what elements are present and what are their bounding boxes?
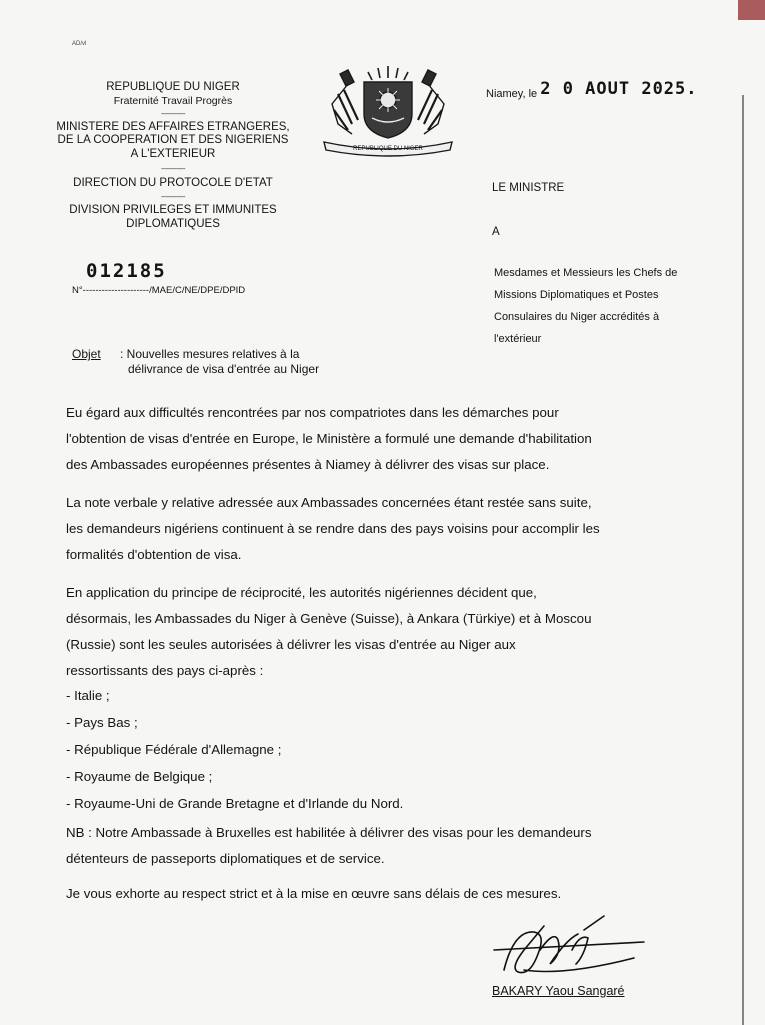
paragraph-line: formalités d'obtention de visa. <box>66 547 242 562</box>
addressee-line: Mesdames et Messieurs les Chefs de <box>494 267 678 279</box>
division-line-1: DIVISION PRIVILEGES ET IMMUNITES <box>69 204 277 216</box>
reference-number: 012185 <box>86 260 167 282</box>
country-list-item: - Pays Bas ; <box>66 715 138 730</box>
ministry-line-1: MINISTERE DES AFFAIRES ETRANGERES, <box>56 121 290 133</box>
paragraph-line: En application du principe de réciprocité, les autorités nigériennes décident que, <box>66 585 537 600</box>
handwritten-signature <box>484 910 654 990</box>
addressee-line: l'extérieur <box>494 333 542 345</box>
signatory-name: BAKARY Yaou Sangaré <box>492 984 625 998</box>
subject-line-1: : Nouvelles mesures relatives à la <box>120 347 300 361</box>
handwritten-date: 2 0 AOUT 2025. <box>540 79 698 99</box>
scan-edge-line <box>742 95 744 1025</box>
paragraph-line: les demandeurs nigériens continuent à se rendre dans des pays voisins pour accomplir les <box>66 521 600 536</box>
subject-line-2: délivrance de visa d'entrée au Niger <box>128 362 320 376</box>
country-list-item: - République Fédérale d'Allemagne ; <box>66 742 282 757</box>
paragraph-3 <box>66 580 702 684</box>
separator: ------------- <box>161 166 185 173</box>
paragraph-line: l'obtention de visas d'entrée en Europe, le Ministère a formulé une demande d'habilitation <box>66 431 592 446</box>
reference-line: N°---------------------/MAE/C/NE/DPE/DPID <box>72 285 246 296</box>
paragraph-line: NB : Notre Ambassade à Bruxelles est habilitée à délivrer des visas pour les demandeurs <box>66 825 592 840</box>
paragraph-line: des Ambassades européennes présentes à Niamey à délivrer des visas sur place. <box>66 457 550 472</box>
country-list-item: - Royaume de Belgique ; <box>66 769 213 784</box>
separator: ------------- <box>161 111 185 118</box>
subject-label-text: Objet <box>72 347 101 361</box>
country-list-item: - Royaume-Uni de Grande Bretagne et d'Irlande du Nord. <box>66 796 404 811</box>
separator: ------------- <box>161 194 185 201</box>
paragraph-line: (Russie) sont les seules autorisées à délivrer les visas d'entrée au Niger aux <box>66 637 516 652</box>
subject-label <box>72 347 101 362</box>
national-motto: Fraternité Travail Progrès <box>113 95 233 107</box>
coat-of-arms-motto: REPUBLIQUE DU NIGER <box>353 146 423 152</box>
paragraph-line: détenteurs de passeports diplomatiques et de service. <box>66 851 385 866</box>
ministry-line-2: DE LA COOPERATION ET DES NIGERIENS <box>57 134 289 146</box>
paragraph-1 <box>66 400 702 478</box>
nota-bene <box>66 820 702 872</box>
paragraph-2 <box>66 490 702 568</box>
date-line <box>486 79 698 102</box>
subject-text <box>120 347 380 377</box>
addressee-line: Consulaires du Niger accrédités à <box>494 311 660 323</box>
paragraph-line: désormais, les Ambassades du Niger à Genève (Suisse), à Ankara (Türkiye) et à Moscou <box>66 611 592 626</box>
addressed-to-marker: A <box>492 226 500 238</box>
division-line-2: DIPLOMATIQUES <box>126 218 220 230</box>
coat-of-arms-emblem <box>318 64 458 159</box>
tiny-reference: AD/vl <box>72 41 87 47</box>
corner-mark <box>738 0 765 20</box>
republic-title: REPUBLIQUE DU NIGER <box>106 81 240 93</box>
country-list-item: - Italie ; <box>66 688 110 703</box>
direction-title: DIRECTION DU PROTOCOLE D'ETAT <box>73 177 273 189</box>
closing-sentence: Je vous exhorte au respect strict et à la mise en œuvre sans délais de ces mesures. <box>66 886 562 901</box>
paragraph-line: La note verbale y relative adressée aux Ambassades concernées étant restée sans suite, <box>66 495 592 510</box>
ministry-line-3: A L'EXTERIEUR <box>130 148 216 160</box>
paragraph-line: ressortissants des pays ci-après : <box>66 663 264 678</box>
date-prefix: Niamey, le <box>486 88 538 100</box>
paragraph-line: Eu égard aux difficultés rencontrées par nos compatriotes dans les démarches pour <box>66 405 559 420</box>
sender-title: LE MINISTRE <box>492 182 565 194</box>
addressee-block <box>494 262 724 350</box>
addressee-line: Missions Diplomatiques et Postes <box>494 289 659 301</box>
